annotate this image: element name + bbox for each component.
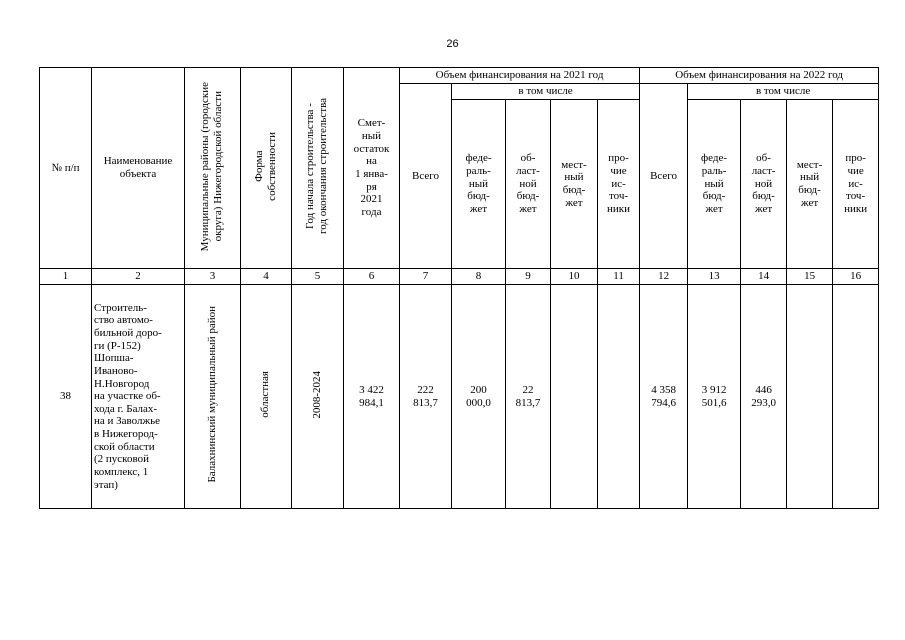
header-local-2022: мест- ный бюд- жет <box>787 100 833 269</box>
column-number: 4 <box>241 269 292 285</box>
header-col-estimate: Смет- ный остаток на 1 янва- ря 2021 года <box>344 68 400 269</box>
other-2021-cell <box>598 285 640 509</box>
column-number: 1 <box>40 269 92 285</box>
header-group-2022: Объем финансирования на 2022 год <box>640 68 879 84</box>
header-incl-2022: в том числе <box>688 84 879 100</box>
financing-table <box>39 67 879 509</box>
page-number: 26 <box>446 38 459 50</box>
column-number: 8 <box>452 269 506 285</box>
column-number: 10 <box>551 269 598 285</box>
column-number: 3 <box>185 269 241 285</box>
total-2022-cell: 4 358 794,6 <box>640 285 688 509</box>
ownership-cell: областная <box>241 285 292 509</box>
federal-2021-cell: 200 000,0 <box>452 285 506 509</box>
column-number: 6 <box>344 269 400 285</box>
column-numbers-row <box>40 269 879 285</box>
other-2022-cell <box>833 285 879 509</box>
object-name: Строитель- ство автомо- бильной доро- ги (Р-152) Шопша- Иваново- Н.Новгород на участке об- хода г. Балах- на и Заволжье в Нижегород- ской области (2 пусковой комплекс, 1 этап) <box>92 285 185 509</box>
local-2022-cell <box>787 285 833 509</box>
district-cell: Балахнинский муниципальный район <box>185 285 241 509</box>
regional-2022-cell: 446 293,0 <box>741 285 787 509</box>
row-number: 38 <box>40 285 92 509</box>
header-regional-2021: об- ласт- ной бюд- жет <box>506 100 551 269</box>
header-federal-2022: феде- раль- ный бюд- жет <box>688 100 741 269</box>
estimate-remainder-cell: 3 422 984,1 <box>344 285 400 509</box>
column-number: 7 <box>400 269 452 285</box>
header-col-ownership: Форма собственности <box>241 68 292 269</box>
header-col-num: № п/п <box>40 68 92 269</box>
years-cell: 2008-2024 <box>292 285 344 509</box>
column-number: 13 <box>688 269 741 285</box>
header-row-1 <box>40 68 879 84</box>
header-total-2022: Всего <box>640 84 688 269</box>
header-local-2021: мест- ный бюд- жет <box>551 100 598 269</box>
header-col-years: Год начала строительства - год окончания строительства <box>292 68 344 269</box>
regional-2021-cell: 22 813,7 <box>506 285 551 509</box>
column-number: 14 <box>741 269 787 285</box>
header-col-district: Муниципальные районы (городские округа) Нижегородской области <box>185 68 241 269</box>
header-regional-2022: об- ласт- ной бюд- жет <box>741 100 787 269</box>
header-total-2021: Всего <box>400 84 452 269</box>
header-other-2022: про- чие ис- точ- ники <box>833 100 879 269</box>
total-2021-cell: 222 813,7 <box>400 285 452 509</box>
header-federal-2021: феде- раль- ный бюд- жет <box>452 100 506 269</box>
column-number: 5 <box>292 269 344 285</box>
column-number: 15 <box>787 269 833 285</box>
column-number: 11 <box>598 269 640 285</box>
header-other-2021: про- чие ис- точ- ники <box>598 100 640 269</box>
federal-2022-cell: 3 912 501,6 <box>688 285 741 509</box>
header-col-name: Наименование объекта <box>92 68 185 269</box>
column-number: 2 <box>92 269 185 285</box>
column-number: 16 <box>833 269 879 285</box>
local-2021-cell <box>551 285 598 509</box>
header-group-2021: Объем финансирования на 2021 год <box>400 68 640 84</box>
column-number: 9 <box>506 269 551 285</box>
header-incl-2021: в том числе <box>452 84 640 100</box>
table-row <box>40 285 879 509</box>
column-number: 12 <box>640 269 688 285</box>
